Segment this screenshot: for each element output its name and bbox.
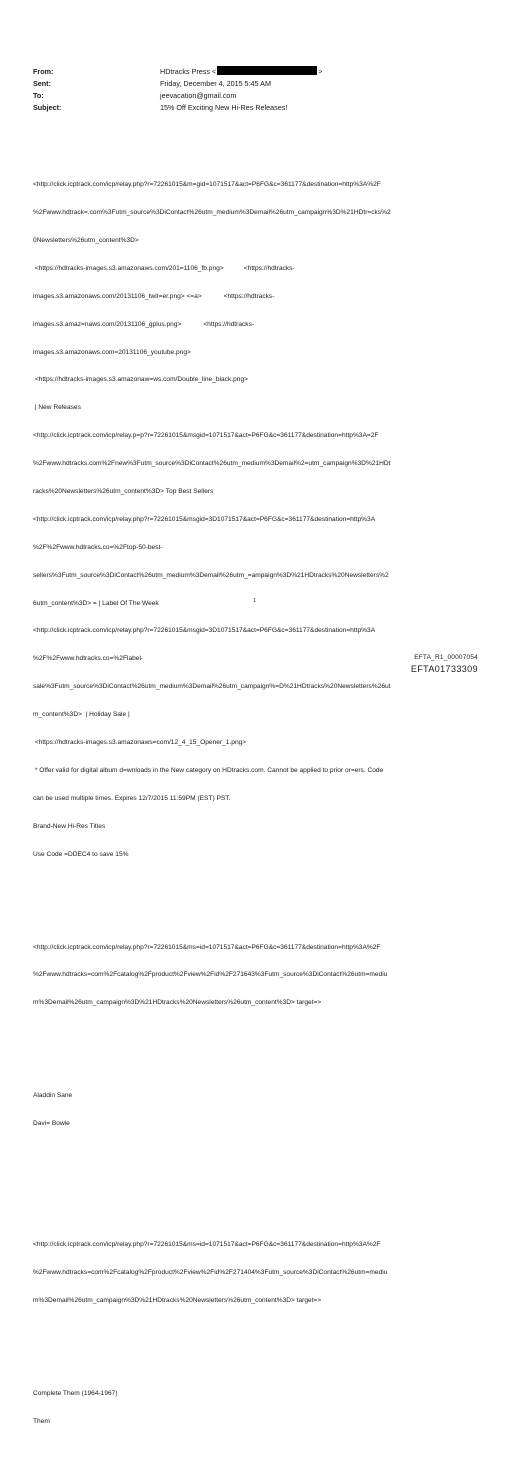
body-block-3 [33,1073,485,1147]
album-artist: Them [33,1417,50,1425]
subject-label: Subject: [33,103,62,112]
body-line: %2F%2Fwww.hdtracks.co=%2Flabel- [33,655,144,663]
body-line: | New Releases [33,404,81,412]
page-number: 1 [253,598,257,604]
bates-reference-large: EFTA01733309 [410,664,478,674]
body-line: %2Fwww.hdtracks.com%2Fnew%3Futm_source%3DiContact%26utm_medium%3Demail%2=utm_campaign%3D%21HDt [33,460,391,468]
album-artist: Davi= Bowie [33,1120,70,1128]
body-line: %2Fwww.hdtracks=com%2Fcatalog%2Fproduct%2Fview%2Fid%2F271404%3Futm_source%3DiContact%26utm=mediu [33,1268,388,1276]
body-line: racks%20Newsletters%26utm_content%3D> Top Best Sellers [33,487,214,495]
sent-row [33,78,473,90]
album-title: Aladdin Sane [33,1092,73,1100]
body-block-4 [33,1221,485,1323]
body-line: <http://click.icptrack.com/icp/relay.php?r=72261015&msgid=3D1071517&act=P6FG&c=361177&destination=http%3A [33,515,376,523]
body-line: * Offer valid for digital album d=wnloads in the New category on HDtracks.com. Cannot be applied to prior or=ers. Code [33,766,384,774]
body-line: <http://click.icptrack.com/icp/relay.p=p?r=72261015&msgid=1071517&act=P6FG&c=361177&destination=http%3A=2F [33,432,379,440]
from-value [160,66,473,78]
redaction-bar [217,66,317,75]
body-block-1 [33,162,485,878]
body-line: sale%3Futm_source%3DiContact%26utm_medium%3Demail%26utm_campaign%=D%21HDtracks%20Newsletters%26ut [33,683,391,691]
body-line: sellers%3Futm_source%3DiContact%26utm_medium%3Demail%26utm_=ampaign%3D%21HDtracks%20Newsletters%2 [33,571,389,579]
body-line: <https://hdtracks-images.s3.amazonaws.com/201=1106_fb.png> <https://hdtracks- [33,264,295,272]
body-line: <https://hdtracks-images.s3.amazonaws=com/12_4_15_Opener_1.png> [33,739,247,746]
from-label: From: [33,67,54,76]
email-body [33,143,485,1463]
sent-label: Sent: [33,79,51,88]
body-line: images.s3.amazonaws.com=20131106_youtube.png> [33,348,191,356]
subject-row [33,102,473,114]
album-title: Complete Them (1964-1967) [33,1389,118,1397]
body-line: m_content%3D> | Holiday Sale | [33,711,130,719]
body-line: 0Newsletters%26utm_content%3D> [33,236,139,244]
email-header [33,66,473,114]
body-line: Brand-New Hi-Res Titles [33,822,106,830]
sent-value: Friday, December 4, 2015 5:45 AM [160,79,271,88]
body-block-5 [33,1370,485,1444]
body-line: <https://hdtracks-images.s3.amazonaw=ws.com/Double_line_black.png> [33,376,248,384]
to-label: To: [33,91,44,100]
to-value: jeevacation@gmail.com [160,91,237,100]
from-sender: HDtracks Press < [160,67,217,76]
body-line: m%3Demail%26utm_campaign%3D%21HDtracks%20Newsletters%26utm_content%3D> target=> [33,1296,322,1304]
body-line: <http://click.icptrack.com/icp/relay.php?r=72261015&ms=id=1071517&act=P6FG&c=361177&destination=http%3A%2F [33,1241,381,1249]
body-line: <http://click.icptrack.com/icp/relay.php?r=72261015&msgid=3D1071517&act=P6FG&c=361177&destination=http%3A [33,627,376,635]
body-line: images.s3.amazonaws.com/20131106_twit=er.png> <=a> <https://hdtracks- [33,292,275,300]
body-block-2 [33,924,485,1026]
from-row [33,66,473,78]
spacer [33,1045,485,1054]
spacer [33,896,485,905]
bates-reference-small: EFTA_R1_00007054 [414,654,478,661]
body-line: <http://click.icptrack.com/icp/relay.php?r=72261015&ms=id=1071517&act=P6FG&c=361177&destination=http%3A%2F [33,943,381,951]
to-row [33,90,473,102]
body-line: 6utm_content%3D> = | Label Of The Week [33,599,159,607]
body-line: Use Code =DDEC4 to save 15% [33,850,129,858]
body-line: can be used multiple times. Expires 12/7/2015 11:59PM (EST) PST. [33,794,231,802]
spacer [33,1166,485,1175]
spacer [33,1194,485,1203]
body-line: m%3Demail%26utm_campaign%3D%21HDtracks%20Newsletters%26utm_content%3D> target=> [33,999,322,1007]
body-line: %2F%2Fwww.hdtracks.co=%2Ftop-50-best- [33,543,163,551]
body-line: <http://click.icptrack.com/icp/relay.php?r=72261015&m=gid=1071517&act=P6FG&c=361177&destination=http%3A%2F [33,181,381,189]
spacer [33,1342,485,1351]
from-tail: > [318,67,323,76]
body-line: images.s3.amaz=naws.com/20131106_gplus.png> <https://hdtracks- [33,320,255,328]
body-line: %2Fwww.hdtracks=com%2Fcatalog%2Fproduct%2Fview%2Fid%2F271643%3Futm_source%3DiContact%26utm=mediu [33,971,388,979]
subject-value: 15% Off Exciting New Hi-Res Releases! [160,103,288,112]
body-line: %2Fwww.hdtrack=.com%3Futm_source%3DiContact%26utm_medium%3Demail%26utm_campaign%3D%21HDtr=cks%2 [33,209,391,217]
